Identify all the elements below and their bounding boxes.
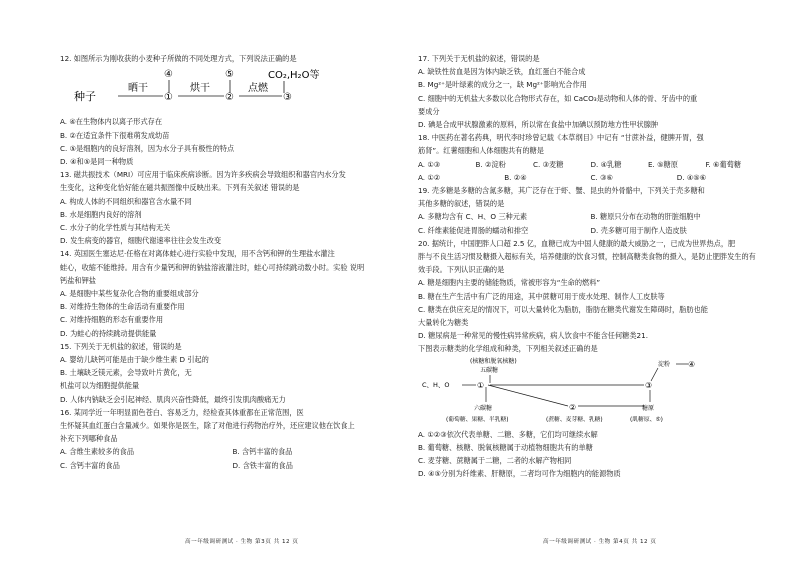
page-footer-left: 高一年级调研测试 · 生物 第3页 共 12 页	[185, 539, 299, 545]
q19-line: 19. 壳多糖是多糖的含氮多糖，其广泛存在于虾、蟹、昆虫的外骨骼中，下列关于壳多糖和	[418, 186, 705, 196]
diag21-glycogen: 糖原	[642, 404, 655, 412]
question-13	[60, 168, 405, 247]
diag21-n4: ④	[688, 359, 696, 369]
diag21-line-to2	[488, 385, 568, 406]
q12-option-b: B. ②在适宜条件下很难萌发成幼苗	[60, 130, 170, 140]
diag21-chon: C、H、O	[422, 380, 450, 389]
diag21-cap1: (葡萄糖、果糖、半乳糖)	[446, 416, 509, 423]
q21-option-a: A. ①②③依次代表单糖、二糖、多糖，它们均可继续水解	[418, 429, 598, 439]
q18-item: B. ②淀粉	[475, 159, 506, 169]
q16-line: 生怀疑其血红蛋白含量减少。如果你是医生，除了对他进行药物治疗外，还应建议他在饮食上	[60, 421, 355, 431]
q18-choice-a: A. ①②	[418, 172, 441, 182]
q18-choice-b: B. ②④	[504, 172, 527, 182]
q18-items-row	[418, 158, 763, 171]
q21-stem: 下图表示糖类的化学组成和种类，下列相关叙述正确的是	[418, 344, 598, 354]
q15-line: A. 婴幼儿缺钙可能是由于缺少维生素 D 引起的	[60, 355, 209, 365]
q19-options-row1	[418, 210, 763, 223]
question-14	[60, 247, 405, 339]
q21-option-d: D. ④⑤分别为纤维素、肝糖原，二者均可作为细胞内的能源物质	[418, 469, 621, 479]
q18-choice-c: C. ③⑥	[590, 172, 613, 182]
q14-option-b: B. 对维持生物体的生命活动有重要作用	[60, 302, 185, 312]
q14-option-c: C. 对维持细胞的形态有重要作用	[60, 315, 164, 325]
q20-line: A. 糖是细胞内主要的储能物质，常被形容为“生命的燃料”	[418, 278, 601, 288]
q20-line: 效手段。下列认识正确的是	[418, 265, 505, 275]
q16-line: 16. 某同学近一年明显面色苍白、容易乏力，经检查其体重都在正常范围，医	[60, 407, 304, 417]
q12-option-a: A. ④在生物体内以离子形式存在	[60, 117, 163, 127]
q12-stem: 12. 如图所示为刚收获的小麦种子所做的不同处理方式，下列说法正确的是	[60, 54, 297, 63]
diag21-starch: 淀粉	[658, 360, 671, 368]
diagram-dry1: 晒干	[128, 83, 148, 95]
diagram-n2: ②	[225, 92, 234, 104]
q18-choice-d: D. ④⑤⑥	[676, 172, 707, 182]
diagram-burn: 点燃	[248, 83, 268, 95]
q20-line: 大量转化为糖类	[418, 318, 469, 328]
q16-options-row1	[60, 445, 405, 458]
q20-line: 20. 据统计，中国肥胖人口超 2.5 亿，血糖已成为中国人健康的最大威胁之一，已成为世界热点，肥	[418, 238, 736, 248]
q20-line: D. 糖尿病是一种常见的慢性病异常疾病，病人饮食中不能含任何糖类21.	[418, 331, 648, 341]
q16-option-c: C. 含钙丰富的食品	[60, 460, 120, 470]
q16-option-a: A. 含维生素较多的食品	[60, 447, 135, 457]
q17-line: 17. 下列关于无机盐的叙述，错误的是	[418, 54, 540, 63]
q18-choices-row	[418, 171, 763, 184]
q18-item: F. ⑥葡萄糖	[705, 159, 742, 169]
q15-line: 机盐可以为细胞提供能量	[60, 381, 140, 391]
q16-line: 补充下列哪种食品	[60, 434, 118, 444]
q17-line: 要成分	[418, 106, 440, 116]
question-15	[60, 340, 405, 406]
q14-line: 钙盐和钾盐	[60, 275, 96, 285]
diagram-n4: ④	[164, 69, 173, 81]
diagram-dry2: 烘干	[190, 83, 210, 95]
left-column	[60, 52, 405, 472]
q16-option-b: B. 含钙丰富的食品	[232, 447, 293, 457]
q14-option-d: D. 为蛙心的持续跳动提供能量	[60, 328, 157, 338]
diag21-n3: ③	[645, 380, 653, 390]
q14-option-a: A. 是细胞中某些复杂化合物的重要组成部分	[60, 289, 199, 299]
diag21-n1: ①	[477, 380, 485, 390]
q15-line: 15. 下列关于无机盐的叙述，错误的是	[60, 341, 182, 351]
q18-item: A. ①③	[418, 159, 441, 169]
question-17	[418, 52, 763, 131]
diagram-n5: ⑤	[225, 69, 234, 81]
diag21-top-label: (核糖和脱氧核糖)	[470, 357, 517, 365]
q19-option-b: B. 糖原只分布在动物的肝脏细胞中	[590, 212, 701, 222]
diag21-line-3to-starch	[651, 368, 658, 381]
q18-item: C. ③麦糖	[533, 159, 564, 169]
q16-option-d: D. 含铁丰富的食品	[232, 460, 293, 470]
q21-option-b: B. 葡萄糖、核糖、脱氧核糖属于动植物细胞共有的单糖	[418, 443, 593, 453]
q21-option-c: C. 麦芽糖、蔗糖属于二糖，二者的水解产物相同	[418, 456, 572, 466]
diagram-product: CO₂,H₂O等	[268, 70, 320, 82]
q18-line: 筋肾”。红薯细胞和人体细胞共有的糖是	[418, 146, 544, 156]
question-19	[418, 184, 763, 237]
diag21-five-carbon: 五碳糖	[480, 366, 499, 374]
q13-line: 生变化，这种变化恰好能在磁共振图像中反映出来。下列有关叙述 错误的是	[60, 183, 300, 193]
q14-line: 14. 英国医生塞达尼·任格在对离体蛙心进行实验中发现，用不含钙和钾的生理盐水灌注	[60, 249, 335, 259]
right-column	[418, 52, 763, 481]
q12-option-c: C. ⑤是细胞内的良好溶剂，因为水分子具有极性的特点	[60, 143, 235, 153]
q19-option-c: C. 纤维素能促进胃肠的蠕动和排空	[418, 225, 529, 235]
q18-item: E. ⑤糖原	[648, 159, 678, 169]
q19-line: 其他多糖的叙述，错误的是	[418, 199, 505, 209]
question-16	[60, 406, 405, 472]
q19-option-a: A. 多糖均含有 C、H、O 三种元素	[418, 212, 528, 222]
q14-line: 蛙心，收缩不能维持。用含有少量钙和钾的钠盐溶液灌注时，蛙心可持续跳动数小时。实验 说明	[60, 262, 365, 272]
q13-line: B. 水是细胞内良好的溶剂	[60, 209, 142, 219]
q18-item: D. ④乳糖	[590, 159, 622, 169]
question-12	[60, 52, 405, 168]
diagram-n3: ③	[283, 92, 292, 104]
question-18	[418, 131, 763, 184]
q17-line: C. 细胞中的无机盐大多数以化合物形式存在，如 CaCO₃是动物和人体的骨、牙齿中的重	[418, 93, 698, 103]
question-20	[418, 237, 763, 343]
q15-line: B. 土壤缺乏镁元素，会导致叶片黄化，无	[60, 368, 192, 378]
q17-line: A. 缺铁性贫血是因为体内缺乏铁，血红蛋白不能合成	[418, 67, 586, 77]
sugar-classification-diagram	[418, 356, 748, 424]
diagram-n1: ①	[164, 92, 173, 104]
q13-line: D. 发生病变的器官，细胞代谢速率往往会发生改变	[60, 236, 222, 246]
diag21-cap3: (肌糖原、⑤)	[630, 416, 663, 423]
q13-line: 13. 磁共振技术（MRI）可应用于临床疾病诊断。因为许多疾病会导致组织和器官内水分发	[60, 170, 346, 180]
q20-line: C. 糖类在供应充足的情况下，可以大量转化为脂肪，脂肪在糖类代谢发生障碍时，脂肪也能	[418, 304, 708, 314]
q17-line: D. 碘是合成甲状腺激素的原料，所以常在食盐中加碘以预防地方性甲状腺肿	[418, 120, 659, 130]
q17-line: B. Mg²⁺是叶绿素的成分之一，缺 Mg²⁺影响光合作用	[418, 80, 587, 90]
page-footer-right: 高一年级调研测试 · 生物 第4页 共 12 页	[543, 539, 657, 545]
q20-line: B. 糖在生产生活中有广泛的用途，其中蔗糖可用于废水处理、制作人工皮肤等	[418, 291, 665, 301]
q16-options-row2	[60, 459, 405, 472]
q20-line: 胖与不良生活习惯及糖摄入超标有关，培养健康的饮食习惯，控制高糖类食物的摄入，是防止肥胖发生的有	[418, 252, 756, 262]
seed-treatment-diagram	[60, 65, 360, 111]
q15-line: D. 人体内钠缺乏会引起神经、肌肉兴奋性降低，最终引发肌肉酸痛无力	[60, 394, 286, 404]
question-21	[418, 342, 763, 480]
q13-line: C. 水分子的化学性质与其结构无关	[60, 223, 171, 233]
q12-option-d: D. ④和⑤是同一种物质	[60, 157, 134, 167]
q19-option-d: D. 壳多糖可用于制作人造皮肤	[590, 225, 687, 235]
q13-line: A. 构成人体的不同组织和器官含水量不同	[60, 196, 192, 206]
diag21-n2: ②	[569, 402, 577, 412]
diag21-six-carbon: 六碳糖	[474, 404, 493, 412]
q18-line: 18. 中医药在著名药典，明代李时珍曾记载《本草纲目》中记有 “甘蔗补益，健脾开胃，强	[418, 133, 704, 143]
diag21-cap2: (蔗糖、麦芽糖、乳糖)	[546, 416, 603, 423]
q19-options-row2	[418, 224, 763, 237]
diagram-seed: 种子	[74, 90, 96, 104]
